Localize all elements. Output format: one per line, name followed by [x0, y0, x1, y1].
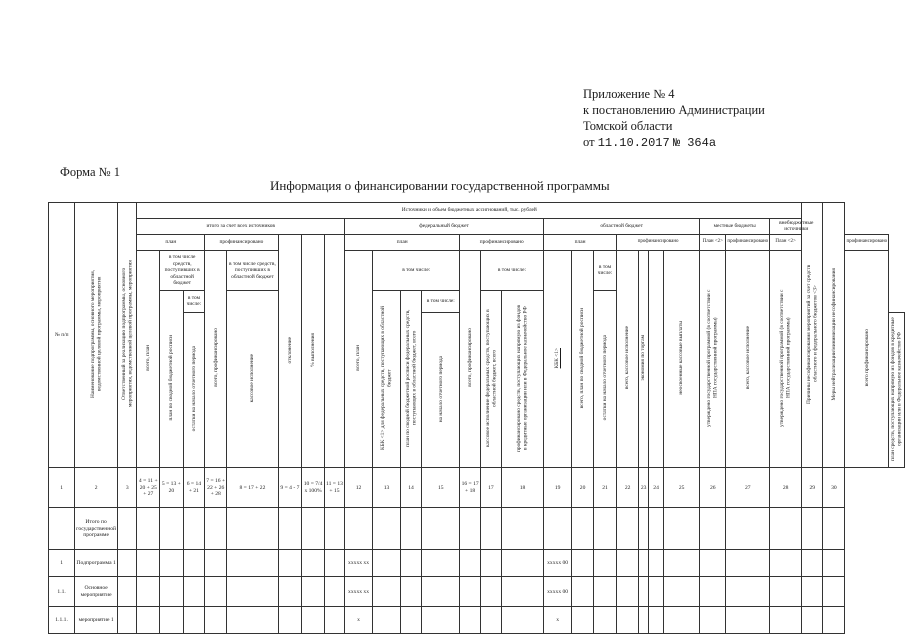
table-row: [49, 607, 905, 634]
h-resp: Ответственный за реализацию подпрограммы, основного мероприятия, ведомственной целевой программы, мероприятия: [120, 260, 134, 408]
h-sources: Источники и объем бюджетных ассигнований, тыс. рублей: [137, 203, 802, 219]
row-number: 1.1.: [49, 577, 75, 607]
document-title: Информация о финансировании государственной программы: [270, 178, 610, 193]
annex-date: 11.10.2017: [597, 136, 670, 150]
financing-table: [48, 202, 905, 634]
col-number: 5 = 13 + 20: [160, 468, 184, 508]
h-fed-plan: план: [345, 234, 460, 250]
col-number: 10 = 7/4 x 100%: [302, 468, 325, 508]
row-kbk-regional: x: [544, 607, 572, 634]
h-fed-total-plan: всего, план: [355, 344, 362, 371]
h-local-cash: всего, кассовое исполнение: [744, 326, 751, 390]
col-number: 13: [373, 468, 401, 508]
h-total-plan: всего, план: [145, 344, 152, 371]
h-all-sources: итого за счет всех источников: [137, 219, 345, 235]
h-remains-start: остатки на начало отчетного периода: [190, 346, 197, 432]
h-federal: федеральный бюджет: [345, 219, 544, 235]
h-plan: план: [137, 234, 205, 250]
h-incl-short: в том числе:: [183, 290, 205, 312]
annex-block: [583, 86, 765, 151]
h-local-plan: План <2>: [700, 234, 726, 250]
col-number: 11 = 13 + 15: [324, 468, 344, 508]
col-number: 24: [649, 468, 664, 508]
table-row: [49, 550, 905, 577]
col-number: 25: [664, 468, 700, 508]
h-measures: Меры нейтрализации/минимизации несофинансирования: [830, 267, 837, 401]
form-number: Форма № 1: [60, 165, 120, 179]
h-reasons: Причины несофинансирования мероприятий за счет средств областного и федерального бюджетов <3>: [805, 264, 819, 404]
h-local-plan-desc: утверждено государственной программой (в соответствии с НПА государственной программы): [706, 289, 719, 427]
col-number: 21: [594, 468, 617, 508]
col-number: 26: [700, 468, 726, 508]
annex-number: № 364а: [672, 136, 717, 150]
h-cash: кассовое исполнение: [249, 353, 256, 402]
column-numbers-row: [49, 468, 905, 508]
col-number: 1: [49, 468, 75, 508]
row-name: мероприятие 1: [75, 607, 118, 634]
col-number: 18: [502, 468, 544, 508]
row-kbk-regional: [544, 508, 572, 550]
col-number: 20: [572, 468, 594, 508]
annex-date-line: [583, 134, 765, 151]
col-number: 22: [617, 468, 639, 508]
h-off-financed: профинансировано: [845, 234, 889, 250]
col-number: 15: [422, 468, 460, 508]
col-number: 16 = 17 + 18: [460, 468, 480, 508]
h-fed-via-funds: план средств, поступающих напрямую из фондов в кредитные организации или в Федеральное казначейство РФ: [890, 316, 903, 461]
row-kbk-federal: x: [345, 607, 373, 634]
h-fed-cash-via-funds: профинансировано средств, поступающих напрямую из фондов в кредитные организации или в Федеральное казначейство РФ: [516, 304, 529, 452]
annex-line3: Томской области: [583, 119, 673, 133]
col-number: 3: [118, 468, 137, 508]
table-row: [49, 508, 905, 550]
table-row: [49, 577, 905, 607]
h-n: № п/п: [49, 203, 75, 468]
col-number: 4 = 11 + 20 + 25 + 27: [137, 468, 160, 508]
h-total-financed: всего, профинансировано: [212, 328, 219, 388]
col-number: 29: [802, 468, 823, 508]
h-pct: % выполнения: [309, 332, 316, 367]
h-reg-cash: всего, кассовое исполнение: [624, 326, 631, 390]
h-fed-cash-total: кассовое исполнение федеральных средств, поступающих в областной бюджет, всего: [484, 309, 497, 447]
col-number: 23: [639, 468, 649, 508]
h-off-financed-total: всего профинансировано: [863, 329, 870, 387]
col-number: 12: [345, 468, 373, 508]
row-number: 1.1.1.: [49, 607, 75, 634]
h-off-plan-desc: утверждено государственной программой (в соответствии с НПА государственной программы): [779, 289, 792, 427]
col-number: 9 = 4 - 7: [278, 468, 302, 508]
col-number: 2: [75, 468, 118, 508]
h-fed-financed: профинансировано: [460, 234, 544, 250]
col-number: 27: [726, 468, 770, 508]
row-kbk-federal: [345, 508, 373, 550]
h-fed-incl: в том числе:: [373, 250, 460, 290]
h-reg-unspent: неосвоенные кассовые выплаты: [678, 321, 685, 395]
row-kbk-regional: xxxxx 00: [544, 550, 572, 577]
col-number: 19: [544, 468, 572, 508]
col-number: 6 = 14 + 21: [183, 468, 205, 508]
col-number: 28: [770, 468, 802, 508]
col-number: 17: [480, 468, 501, 508]
row-number: 1: [49, 550, 75, 577]
row-name: Основное мероприятие: [75, 577, 118, 607]
h-reg-savings: экономия по торгам: [640, 335, 647, 381]
row-name: Итого по государственной программе: [75, 508, 118, 550]
h-fed-plan-consolidated: план по сводной бюджетной росписи федеральных средств, поступающих в областной бюджет, всего: [404, 309, 418, 447]
h-deviation: отклонение: [286, 336, 293, 364]
col-number: 8 = 17 + 22: [227, 468, 278, 508]
col-number: 14: [400, 468, 421, 508]
col-number: 7 = 16 + 22 + 26 + 28: [205, 468, 227, 508]
col-number: 30: [823, 468, 845, 508]
h-kbk-regional: КБК <1>: [554, 347, 561, 369]
h-incl-regional: в том числе средств, поступивших в областной бюджет: [160, 250, 205, 290]
h-fed-incl-2: в том числе:: [480, 250, 543, 290]
annex-line2: к постановлению Администрации: [583, 103, 765, 117]
h-name: Наименование подпрограммы, основного мероприятия, ведомственной целевой программы, мероприятия: [89, 269, 103, 398]
row-kbk-regional: xxxxx 00: [544, 577, 572, 607]
h-financed: профинансировано: [205, 234, 278, 250]
h-reg-plan-total: всего, план по сводной бюджетной росписи: [579, 307, 586, 408]
h-incl-regional-2: в том числе средств, поступивших в областной бюджет: [227, 250, 278, 290]
h-offbudget: внебюджетные источники: [770, 219, 823, 235]
row-name: Подпрограмма 1: [75, 550, 118, 577]
h-fed-remains-start: на начало отчетного периода: [437, 355, 444, 422]
row-kbk-federal: xxxxx xx: [345, 577, 373, 607]
h-reg-plan: план: [544, 234, 617, 250]
h-reg-incl: в том числе:: [594, 250, 617, 290]
h-local-financed: профинансировано: [726, 234, 770, 250]
h-fed-remains: в том числе:: [422, 290, 460, 312]
h-local: местные бюджеты: [700, 219, 770, 235]
row-kbk-federal: xxxxx xx: [345, 550, 373, 577]
annex-date-prefix: от: [583, 135, 595, 149]
h-kbk-federal: КБК <1> для федеральных средств, поступающих в областной бюджет: [380, 305, 393, 450]
row-number: [49, 508, 75, 550]
h-plan-consolidated: план по сводной бюджетной росписи: [168, 335, 175, 421]
h-regional: областной бюджет: [544, 219, 700, 235]
h-fed-total-financed: всего, профинансировано: [466, 328, 473, 388]
h-off-plan: План <2>: [770, 234, 802, 250]
h-reg-financed: профинансировано: [617, 234, 700, 250]
annex-line1: Приложение № 4: [583, 87, 675, 101]
h-reg-remains: остатки на начало отчетного периода: [601, 335, 608, 421]
